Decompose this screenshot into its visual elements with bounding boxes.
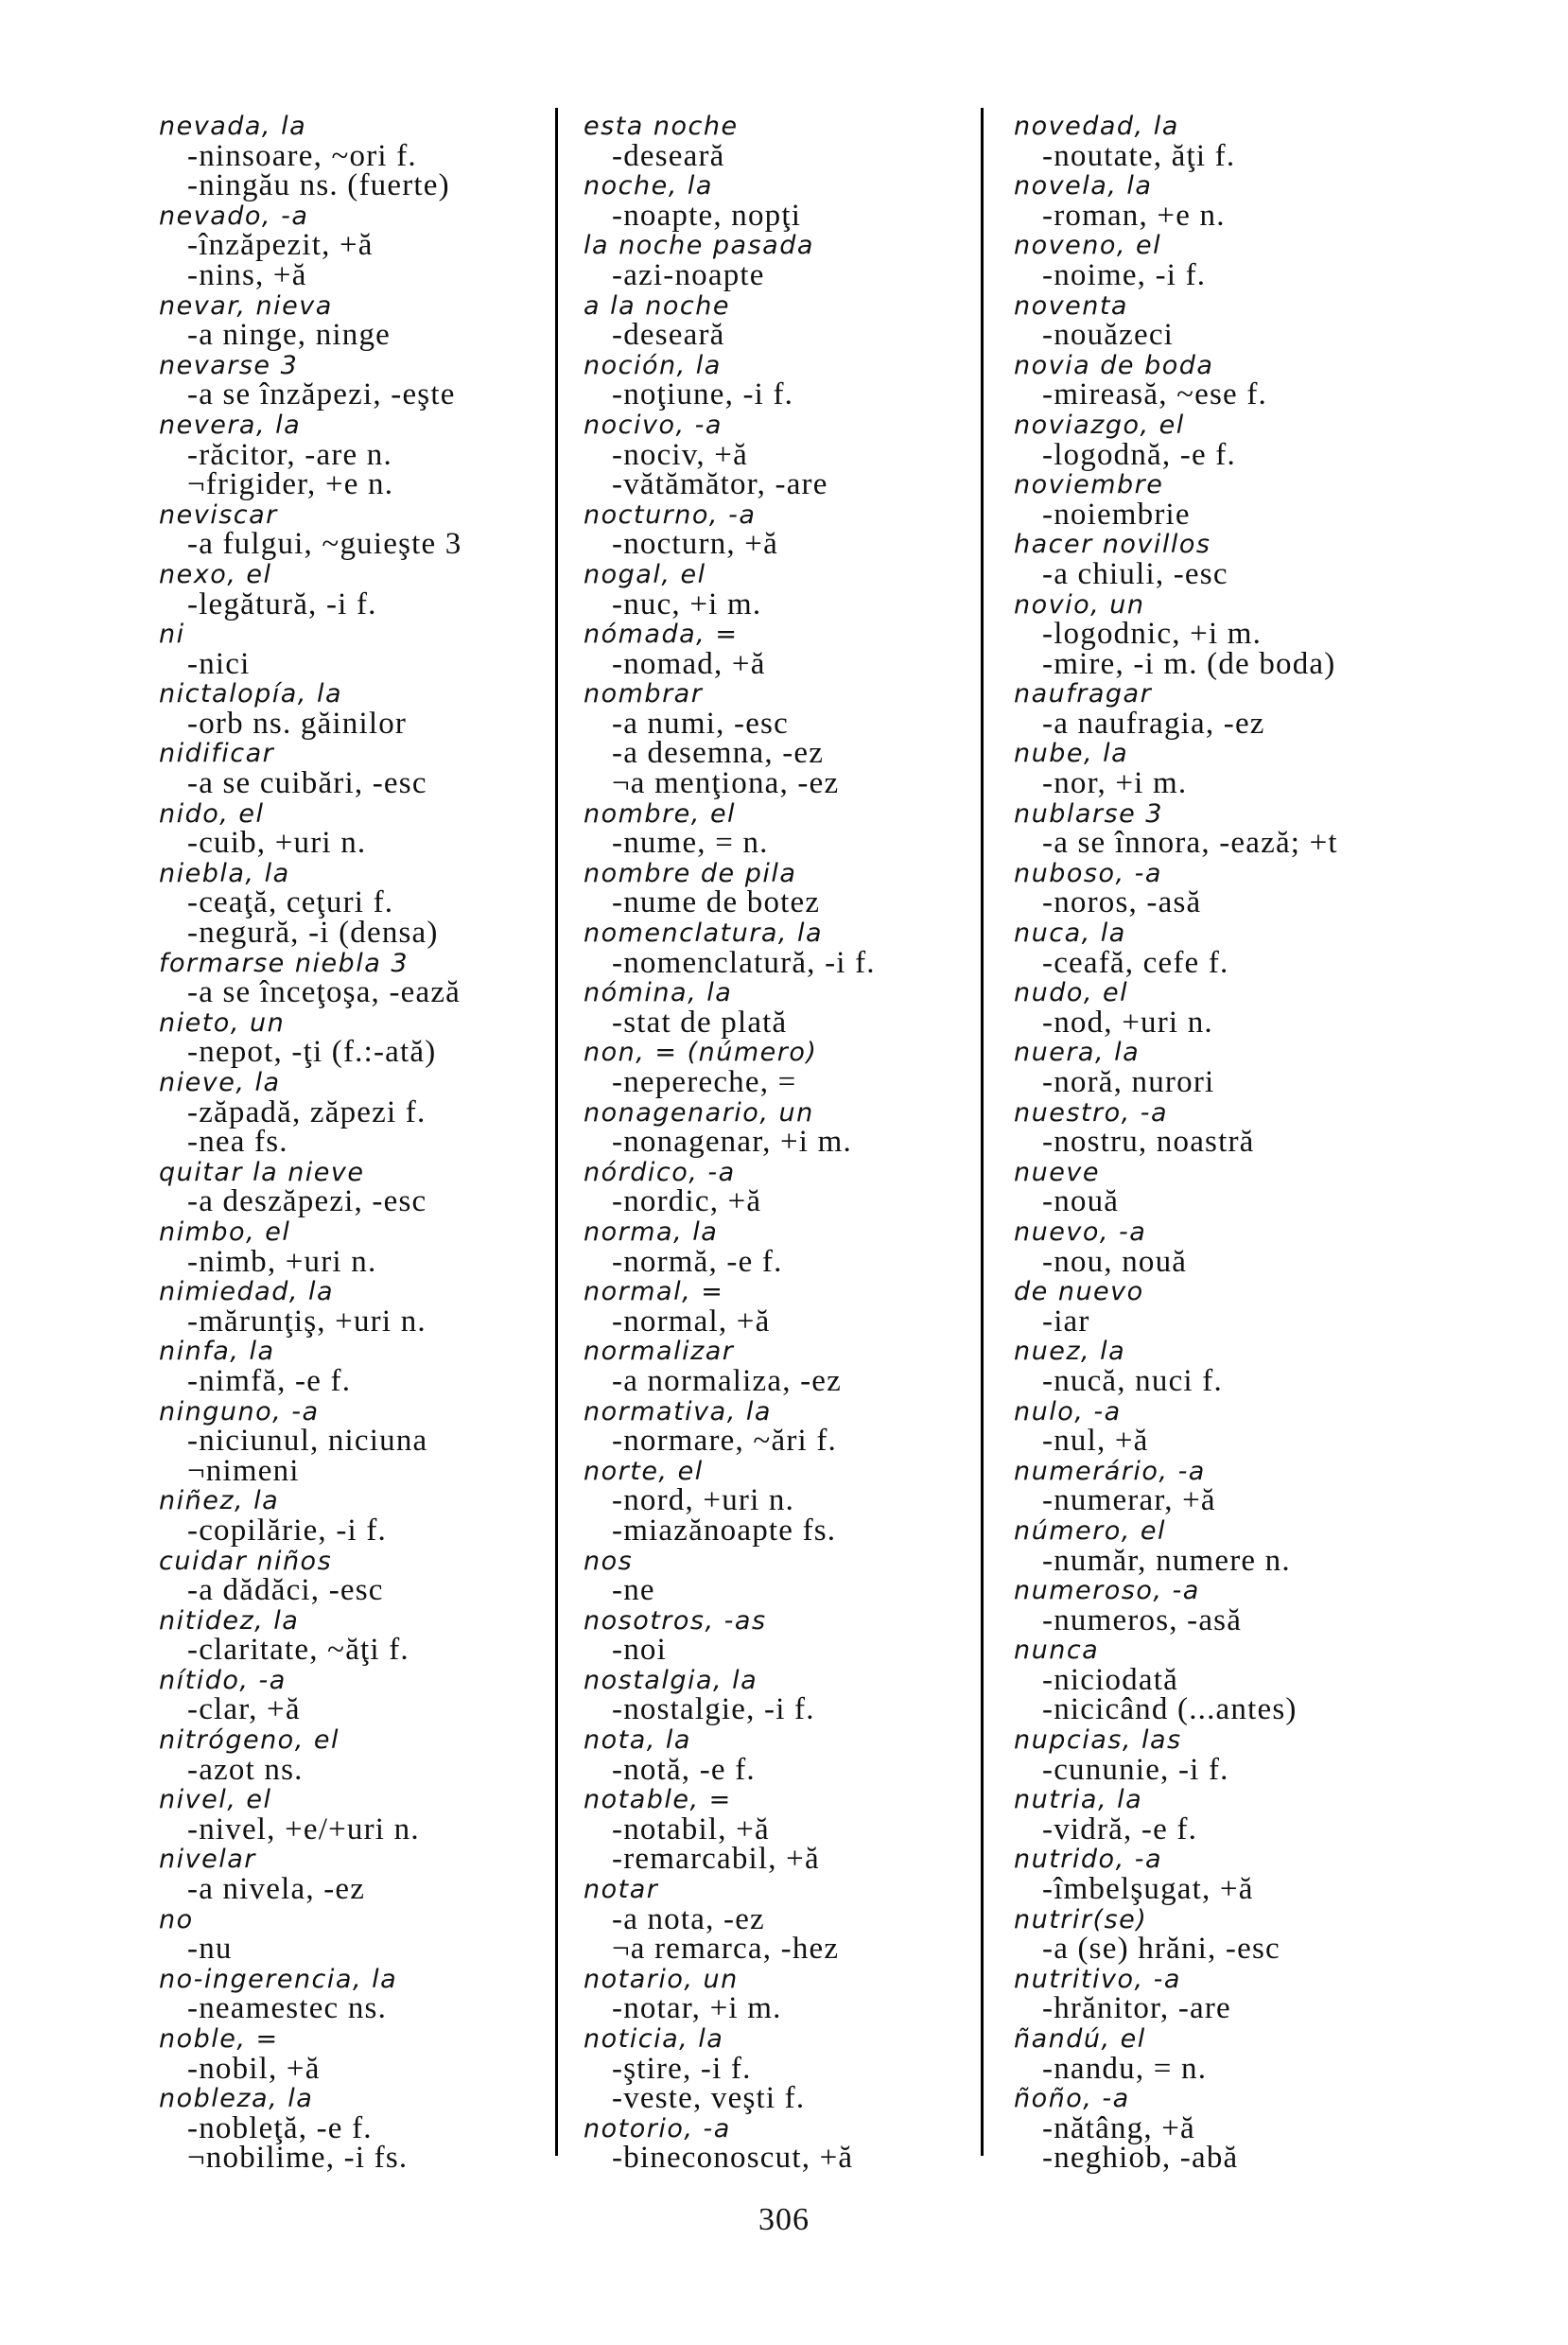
entry-translation: -noime, -i f.: [1042, 257, 1207, 292]
entry-translation: -clar, +ă: [187, 1692, 301, 1727]
entry-translation: -a nivela, -ez: [187, 1872, 366, 1907]
entry-headword: nieve, la: [159, 1068, 281, 1097]
entry-headword: nonagenario, un: [584, 1097, 814, 1128]
entry-translation: ¬a menţiona, -ez: [612, 766, 840, 801]
entry-headword: nota, la: [584, 1725, 691, 1756]
column-3: [1014, 112, 1411, 2174]
entry-translation: -niciunul, niciuna: [187, 1424, 428, 1459]
entry-translation: -nocturn, +ă: [612, 527, 778, 562]
entry-translation: -stat de plată: [612, 1005, 788, 1040]
entry-translation: -nor, +i m.: [1042, 766, 1188, 801]
entry-translation: -noră, nurori: [1042, 1065, 1215, 1099]
entry-headword: nombrar: [584, 679, 704, 709]
entry-headword: nexo, el: [159, 559, 272, 589]
entry-translation: -nobleţă, -e f.: [187, 2110, 373, 2145]
entry-translation: -a chiuli, -esc: [1042, 556, 1228, 591]
entry-headword: nuevo, -a: [1014, 1216, 1147, 1247]
entry-translation: -nord, +uri n.: [612, 1483, 795, 1518]
entry-headword: nocturno, -a: [584, 499, 757, 530]
entry-translation: -răcitor, -are n.: [187, 437, 392, 472]
entry-headword: nobleza, la: [159, 2084, 314, 2114]
entry-translation: -noutate, ăţi f.: [1042, 138, 1236, 173]
entry-headword: nómada, =: [584, 620, 739, 650]
entry-translation: -veste, veşti f.: [612, 2081, 806, 2116]
entry-headword: no: [159, 1904, 194, 1934]
entry-translation: -nostru, noastră: [1042, 1125, 1255, 1160]
entry-translation: -remarcabil, +ă: [612, 1842, 820, 1877]
entry-translation: -nucă, nuci f.: [1042, 1363, 1223, 1398]
entry-headword: neviscar: [159, 499, 278, 530]
entry-headword: nuboso, -a: [1014, 858, 1162, 888]
entry-translation: -a nota, -ez: [612, 1901, 765, 1936]
entry-translation: -iar: [1042, 1304, 1090, 1339]
entry-translation: -nonagenar, +i m.: [612, 1125, 852, 1160]
entry-headword: nido, el: [159, 798, 265, 829]
entry-headword: nivel, el: [159, 1785, 272, 1815]
entry-headword: noveno, el: [1014, 231, 1162, 261]
entry-headword: nunca: [1014, 1636, 1100, 1666]
entry-translation: -ştire, -i f.: [612, 2051, 752, 2086]
entry-translation: -orb ns. găinilor: [187, 706, 408, 741]
entry-headword: nimiedad, la: [159, 1277, 335, 1307]
entry-translation: -cuib, +uri n.: [187, 826, 367, 861]
entry-headword: nórdico, -a: [584, 1157, 736, 1187]
entry-translation: -ne: [612, 1573, 655, 1608]
entry-headword: a la noche: [584, 290, 730, 321]
entry-translation: -numeros, -asă: [1042, 1602, 1243, 1637]
entry-headword: novedad, la: [1014, 112, 1179, 141]
entry-headword: quitar la nieve: [159, 1157, 365, 1187]
entry-headword: nitrógeno, el: [159, 1725, 340, 1756]
entry-translation: -noi: [612, 1633, 667, 1668]
entry-headword: non, = (número): [584, 1038, 818, 1068]
entry-headword: cuidar niños: [159, 1546, 333, 1576]
entry-headword: noche, la: [584, 171, 713, 201]
entry-headword: nos: [584, 1546, 634, 1576]
entry-headword: número, el: [1014, 1515, 1167, 1546]
entry-headword: ñoño, -a: [1014, 2084, 1130, 2114]
entry-translation: -nivel, +e/+uri n.: [187, 1811, 420, 1846]
entry-translation: -a se cuibări, -esc: [187, 766, 427, 801]
entry-headword: nublarse 3: [1014, 798, 1163, 829]
entry-translation: -noţiune, -i f.: [612, 377, 794, 412]
entry-headword: ninguno, -a: [159, 1396, 320, 1426]
entry-translation: -nicicând (...antes): [1042, 1692, 1298, 1727]
entry-headword: nutrir(se): [1014, 1904, 1148, 1934]
entry-headword: nitidez, la: [159, 1605, 300, 1636]
entry-translation: -mire, -i m. (de boda): [1042, 646, 1336, 681]
entry-translation: -claritate, ~ăţi f.: [187, 1633, 409, 1668]
entry-translation: -mărunţiş, +uri n.: [187, 1304, 427, 1339]
entry-headword: ninfa, la: [159, 1337, 275, 1367]
entry-headword: nube, la: [1014, 739, 1129, 769]
entry-headword: nimbo, el: [159, 1216, 291, 1247]
entry-headword: nevarse 3: [159, 350, 299, 380]
entry-translation: -nouăzeci: [1042, 318, 1175, 353]
entry-headword: formarse niebla 3: [159, 948, 409, 978]
entry-headword: novio, un: [1014, 589, 1145, 620]
entry-translation: -nume de botez: [612, 885, 821, 920]
entry-headword: nivelar: [159, 1845, 256, 1875]
entry-translation: -vătămător, -are: [612, 467, 828, 502]
entry-translation: -niciodată: [1042, 1662, 1178, 1697]
entry-headword: naufragar: [1014, 679, 1153, 709]
entry-translation: -nuc, +i m.: [612, 586, 762, 621]
entry-translation: -normal, +ă: [612, 1304, 771, 1339]
entry-headword: noviazgo, el: [1014, 410, 1185, 440]
entry-translation: -ceaţă, ceţuri f.: [187, 885, 394, 920]
entry-translation: -nu: [187, 1932, 233, 1967]
entry-translation: ¬nimeni: [187, 1453, 300, 1488]
entry-translation: -a se înzăpezi, -eşte: [187, 377, 456, 412]
entry-translation: -ceafă, cefe f.: [1042, 945, 1229, 980]
entry-translation: -deseară: [612, 318, 725, 353]
entry-translation: -nostalgie, -i f.: [612, 1692, 815, 1727]
entry-headword: nevada, la: [159, 112, 307, 141]
entry-headword: nuca, la: [1014, 919, 1126, 949]
entry-headword: nictalopía, la: [159, 679, 343, 709]
entry-headword: normal, =: [584, 1277, 724, 1307]
entry-translation: -îmbelşugat, +ă: [1042, 1872, 1254, 1907]
entry-translation: -logodnic, +i m.: [1042, 617, 1263, 652]
entry-translation: -a dădăci, -esc: [187, 1573, 384, 1608]
entry-headword: nostalgia, la: [584, 1665, 758, 1695]
entry-translation: -neghiob, -abă: [1042, 2141, 1239, 2176]
entry-headword: nevado, -a: [159, 201, 309, 231]
column-1: [159, 112, 556, 2174]
column-2: [584, 112, 981, 2174]
entry-translation: -numerar, +ă: [1042, 1483, 1216, 1518]
entry-headword: la noche pasada: [584, 231, 814, 261]
entry-translation: -legătură, -i f.: [187, 586, 377, 621]
entry-translation: -nepereche, =: [612, 1065, 797, 1099]
entry-headword: nevar, nieva: [159, 290, 333, 321]
entry-translation: -înzăpezit, +ă: [187, 228, 374, 263]
entry-translation: -a (se) hrăni, -esc: [1042, 1932, 1281, 1967]
entry-headword: noción, la: [584, 350, 722, 380]
entry-translation: -notabil, +ă: [612, 1811, 770, 1846]
entry-translation: -a se înnora, -ează; +t: [1042, 826, 1338, 861]
entry-translation: -hrănitor, -are: [1042, 1991, 1231, 2026]
entry-translation: -nobil, +ă: [187, 2051, 321, 2086]
entry-translation: -nouă: [1042, 1184, 1120, 1219]
entry-headword: nosotros, -as: [584, 1605, 767, 1636]
entry-headword: nogal, el: [584, 559, 706, 589]
entry-headword: ni: [159, 620, 185, 650]
entry-translation: -a se înceţoşa, -ează: [187, 975, 462, 1010]
entry-translation: -nandu, = n.: [1042, 2051, 1208, 2086]
entry-translation: -notar, +i m.: [612, 1991, 782, 2026]
entry-translation: -miazănoapte fs.: [612, 1513, 837, 1548]
entry-headword: noble, =: [159, 2024, 279, 2054]
entry-headword: de nuevo: [1014, 1277, 1144, 1307]
entry-translation: -a fulgui, ~guieşte 3: [187, 527, 462, 562]
entry-translation: -cununie, -i f.: [1042, 1752, 1229, 1787]
entry-translation: -noiembrie: [1042, 497, 1191, 532]
entry-translation: -roman, +e n.: [1042, 198, 1226, 233]
entry-headword: nomenclatura, la: [584, 919, 824, 949]
entry-headword: ñandú, el: [1014, 2024, 1146, 2054]
page-number: 306: [758, 2202, 810, 2237]
entry-headword: hacer novillos: [1014, 530, 1211, 560]
entry-headword: numerário, -a: [1014, 1456, 1206, 1486]
entry-headword: nombre de pila: [584, 858, 797, 888]
entry-translation: -nepot, -ţi (f.:-ată): [187, 1035, 437, 1070]
entry-translation: -nordic, +ă: [612, 1184, 762, 1219]
entry-headword: notable, =: [584, 1785, 732, 1815]
entry-headword: normativa, la: [584, 1396, 772, 1426]
entry-headword: nutria, la: [1014, 1785, 1143, 1815]
entry-headword: novela, la: [1014, 171, 1153, 201]
entry-headword: noviembre: [1014, 470, 1164, 500]
entry-translation: -deseară: [612, 138, 725, 173]
entry-translation: -noapte, nopţi: [612, 198, 802, 233]
entry-translation: -azot ns.: [187, 1752, 304, 1787]
entry-translation: -normă, -e f.: [612, 1244, 783, 1279]
entry-headword: notario, un: [584, 1964, 739, 1994]
entry-headword: nupcias, las: [1014, 1725, 1182, 1756]
entry-translation: ¬a remarca, -hez: [612, 1932, 840, 1967]
entry-headword: noventa: [1014, 290, 1128, 321]
entry-translation: -ningău ns. (fuerte): [187, 168, 450, 203]
entry-headword: notorio, -a: [584, 2113, 731, 2144]
entry-translation: -azi-noapte: [612, 257, 765, 292]
entry-translation: -nătâng, +ă: [1042, 2110, 1195, 2145]
entry-headword: nieto, un: [159, 1007, 286, 1038]
entry-translation: -nomad, +ă: [612, 646, 766, 681]
entry-translation: -nume, = n.: [612, 826, 769, 861]
entry-headword: nutrido, -a: [1014, 1845, 1163, 1875]
entry-headword: novia de boda: [1014, 350, 1214, 380]
entry-translation: -a numi, -esc: [612, 706, 789, 741]
entry-headword: nueve: [1014, 1157, 1100, 1187]
entry-headword: nocivo, -a: [584, 410, 723, 440]
entry-translation: -vidră, -e f.: [1042, 1811, 1198, 1846]
entry-headword: nudo, el: [1014, 978, 1129, 1008]
entry-headword: nítido, -a: [159, 1665, 287, 1695]
column-divider: [555, 108, 558, 2156]
entry-headword: norte, el: [584, 1456, 704, 1486]
entry-translation: -nins, +ă: [187, 257, 307, 292]
entry-translation: -neamestec ns.: [187, 1991, 388, 2026]
entry-translation: -a desemna, -ez: [612, 736, 825, 771]
entry-headword: nevera, la: [159, 410, 302, 440]
entry-translation: -nea fs.: [187, 1125, 288, 1160]
entry-translation: -nomenclatură, -i f.: [612, 945, 876, 980]
entry-headword: numeroso, -a: [1014, 1576, 1200, 1606]
entry-headword: normalizar: [584, 1337, 735, 1367]
entry-headword: nutritivo, -a: [1014, 1964, 1181, 1994]
entry-translation: -bineconoscut, +ă: [612, 2141, 854, 2176]
entry-translation: -mireasă, ~ese f.: [1042, 377, 1267, 412]
entry-translation: -a ninge, ninge: [187, 318, 392, 353]
entry-translation: -negură, -i (densa): [187, 916, 439, 951]
entry-headword: nombre, el: [584, 798, 737, 829]
entry-translation: -noros, -asă: [1042, 885, 1202, 920]
entry-translation: -notă, -e f.: [612, 1752, 756, 1787]
entry-headword: nómina, la: [584, 978, 733, 1008]
column-divider: [981, 108, 984, 2156]
entry-translation: -nimb, +uri n.: [187, 1244, 377, 1279]
entry-translation: ¬frigider, +e n.: [187, 467, 394, 502]
entry-translation: ¬nobilime, -i fs.: [187, 2141, 409, 2176]
entry-translation: -număr, numere n.: [1042, 1543, 1291, 1578]
entry-translation: -nimfă, -e f.: [187, 1363, 352, 1398]
entry-translation: -a naufragia, -ez: [1042, 706, 1265, 741]
entry-translation: -nociv, +ă: [612, 437, 748, 472]
entry-translation: -zăpadă, zăpezi f.: [187, 1094, 427, 1129]
entry-translation: -nod, +uri n.: [1042, 1005, 1213, 1040]
entry-headword: esta noche: [584, 112, 739, 141]
entry-headword: nuez, la: [1014, 1337, 1126, 1367]
entry-headword: norma, la: [584, 1216, 719, 1247]
entry-translation: -a normaliza, -ez: [612, 1363, 843, 1398]
entry-translation: -normare, ~ări f.: [612, 1424, 837, 1459]
entry-translation: -a deszăpezi, -esc: [187, 1184, 427, 1219]
entry-headword: nuestro, -a: [1014, 1097, 1169, 1128]
entry-translation: -nul, +ă: [1042, 1424, 1149, 1459]
entry-translation: -copilărie, -i f.: [187, 1513, 387, 1548]
entry-translation: -nou, nouă: [1042, 1244, 1188, 1279]
entry-headword: niñez, la: [159, 1486, 280, 1516]
entry-headword: niebla, la: [159, 858, 290, 888]
entry-headword: noticia, la: [584, 2024, 724, 2054]
entry-translation: -nici: [187, 646, 251, 681]
entry-translation: -ninsoare, ~ori f.: [187, 138, 417, 173]
entry-headword: no-ingerencia, la: [159, 1964, 398, 1994]
entry-headword: nuera, la: [1014, 1038, 1141, 1068]
entry-translation: -logodnă, -e f.: [1042, 437, 1236, 472]
entry-headword: nidificar: [159, 739, 275, 769]
entry-headword: notar: [584, 1875, 659, 1905]
entry-headword: nulo, -a: [1014, 1396, 1122, 1426]
